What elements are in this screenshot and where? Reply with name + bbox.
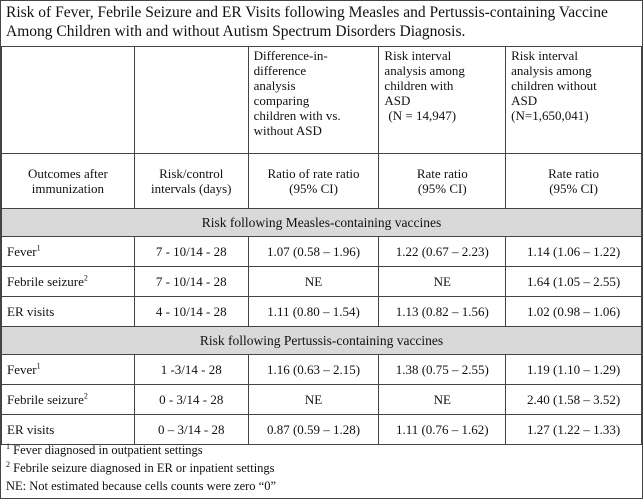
header-line: Difference-in- <box>253 48 328 63</box>
subheader-line: (95% CI) <box>549 181 598 196</box>
subheader-line: intervals (days) <box>150 181 232 196</box>
table-title: Risk of Fever, Febrile Seizure and ER Visits following Measles and Pertussis-containing Vaccine Among Children with and without Autism Spectrum Disorders Diagnosis. <box>6 4 608 40</box>
header-line: difference <box>253 63 307 78</box>
rrr-cell: NE <box>248 267 379 297</box>
no-asd-cell: 1.64 (1.05 – 2.55) <box>506 267 642 297</box>
header-line: (N=1,650,041) <box>511 108 589 123</box>
header-line: Risk interval <box>511 48 578 63</box>
interval-cell: 7 - 10/14 - 28 <box>134 267 248 297</box>
outcome-cell <box>2 385 135 415</box>
outcome-label: Febrile seizure <box>7 392 84 407</box>
outcome-label: Fever <box>7 362 37 377</box>
subheader-row <box>2 154 642 209</box>
table-row <box>2 415 642 445</box>
header-with-asd <box>379 47 506 154</box>
header-without-asd <box>506 47 642 154</box>
table-row <box>2 267 642 297</box>
header-row <box>2 47 642 154</box>
footnote-text: Febrile seizure diagnosed in ER or inpatient settings <box>10 461 275 475</box>
asd-cell: 1.13 (0.82 – 1.56) <box>379 297 506 327</box>
header-line: children without <box>511 78 597 93</box>
header-line: children with vs. <box>253 108 341 123</box>
outcome-cell <box>2 355 135 385</box>
rrr-cell: 1.11 (0.80 – 1.54) <box>248 297 379 327</box>
no-asd-cell: 1.19 (1.10 – 1.29) <box>506 355 642 385</box>
outcome-label: ER visits <box>7 304 55 319</box>
header-line: without ASD <box>253 123 322 138</box>
footnote-text: NE: Not estimated because cells counts were zero “0” <box>6 479 277 493</box>
header-line: ASD <box>384 93 411 108</box>
asd-cell: NE <box>379 267 506 297</box>
section-heading: Risk following Pertussis-containing vaccines <box>2 327 642 355</box>
section-heading-row <box>2 327 642 355</box>
outcome-cell <box>2 237 135 267</box>
rrr-cell: NE <box>248 385 379 415</box>
asd-cell: 1.38 (0.75 – 2.55) <box>379 355 506 385</box>
asd-cell: 1.22 (0.67 – 2.23) <box>379 237 506 267</box>
header-line: (N = 14,947) <box>388 108 457 123</box>
footnote-mark: 2 <box>83 391 88 401</box>
subheader-rr-asd <box>379 154 506 209</box>
table-row <box>2 385 642 415</box>
header-line: analysis <box>253 78 296 93</box>
outcome-label: ER visits <box>7 422 55 437</box>
section-heading-row <box>2 209 642 237</box>
footnote-text: Fever diagnosed in outpatient settings <box>10 443 203 457</box>
interval-cell: 7 - 10/14 - 28 <box>134 237 248 267</box>
no-asd-cell: 1.27 (1.22 – 1.33) <box>506 415 642 445</box>
header-line: Risk interval <box>384 48 452 63</box>
no-asd-cell: 2.40 (1.58 – 3.52) <box>506 385 642 415</box>
subheader-line: Rate ratio <box>416 166 468 181</box>
interval-cell: 0 – 3/14 - 28 <box>134 415 248 445</box>
subheader-line: Risk/control <box>159 166 224 181</box>
section-heading: Risk following Measles-containing vaccines <box>2 209 642 237</box>
rrr-cell: 0.87 (0.59 – 1.28) <box>248 415 379 445</box>
footnote-mark: 1 <box>36 243 41 253</box>
header-line: children with <box>384 78 454 93</box>
rrr-cell: 1.07 (0.58 – 1.96) <box>248 237 379 267</box>
header-did-analysis <box>248 47 379 154</box>
subheader-outcomes <box>2 154 135 209</box>
table-row <box>2 355 642 385</box>
no-asd-cell: 1.02 (0.98 – 1.06) <box>506 297 642 327</box>
interval-cell: 1 -3/14 - 28 <box>134 355 248 385</box>
interval-cell: 0 - 3/14 - 28 <box>134 385 248 415</box>
asd-cell: NE <box>379 385 506 415</box>
outcome-cell <box>2 415 135 445</box>
header-line: analysis among <box>384 63 465 78</box>
asd-cell: 1.11 (0.76 – 1.62) <box>379 415 506 445</box>
outcome-label: Febrile seizure <box>7 274 84 289</box>
table-row <box>2 297 642 327</box>
subheader-line: (95% CI) <box>417 181 467 196</box>
outcome-cell <box>2 297 135 327</box>
subheader-rr-no-asd <box>506 154 642 209</box>
footnote <box>6 460 275 476</box>
header-line: analysis among <box>511 63 592 78</box>
rrr-cell: 1.16 (0.63 – 2.15) <box>248 355 379 385</box>
subheader-rrr <box>248 154 379 209</box>
footnote-mark: 1 <box>36 361 41 371</box>
subheader-line: (95% CI) <box>289 181 338 196</box>
subheader-line: Ratio of rate ratio <box>267 166 360 181</box>
table-row <box>2 237 642 267</box>
no-asd-cell: 1.14 (1.06 – 1.22) <box>506 237 642 267</box>
footnote-mark: 2 <box>83 273 88 283</box>
subheader-line: Rate ratio <box>548 166 600 181</box>
header-line: ASD <box>511 93 538 108</box>
results-table <box>1 46 642 445</box>
header-empty-1 <box>2 47 135 154</box>
header-empty-2 <box>134 47 248 154</box>
footnote <box>6 478 276 494</box>
subheader-intervals <box>134 154 248 209</box>
footnote <box>6 442 203 458</box>
interval-cell: 4 - 10/14 - 28 <box>134 297 248 327</box>
footnote-mark: 1 <box>6 441 10 451</box>
footnote-mark: 2 <box>6 459 10 469</box>
header-line: comparing <box>253 93 310 108</box>
subheader-line: immunization <box>31 181 105 196</box>
outcome-label: Fever <box>7 244 37 259</box>
subheader-line: Outcomes after <box>28 166 108 181</box>
outcome-cell <box>2 267 135 297</box>
